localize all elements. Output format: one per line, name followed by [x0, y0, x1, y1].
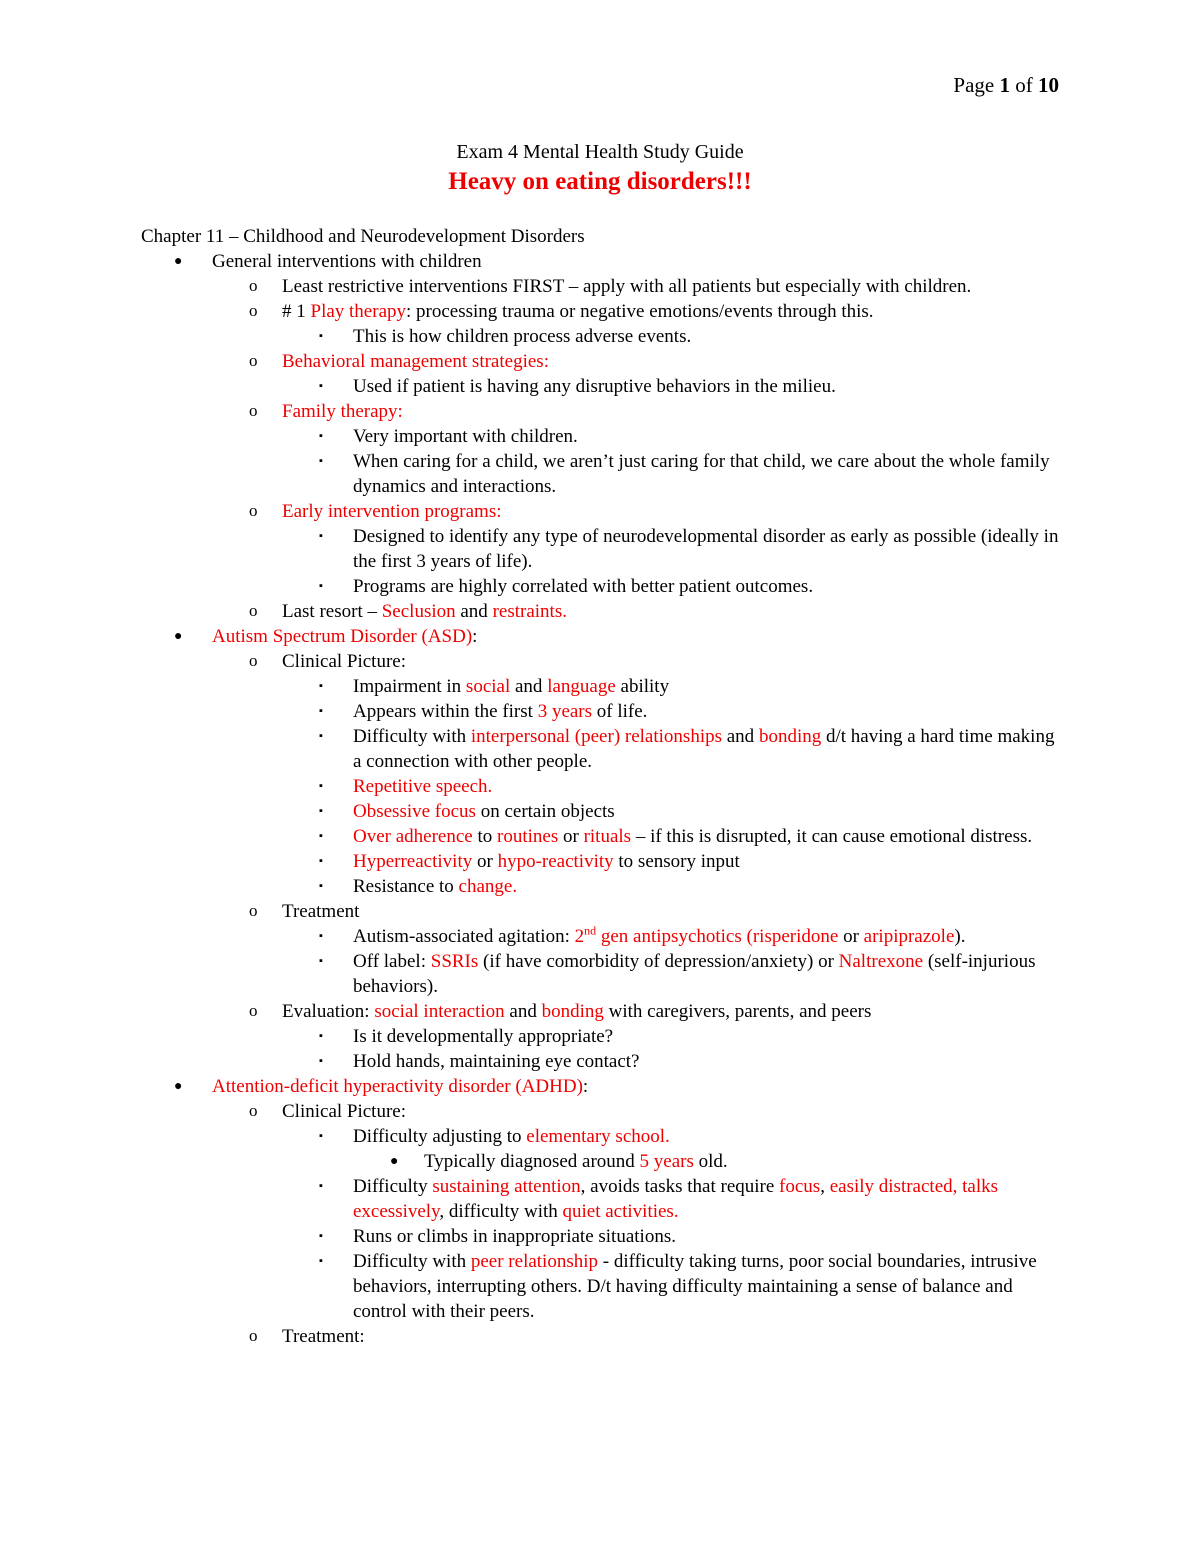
page-total: 10 [1038, 73, 1059, 97]
highlighted-term: language [547, 676, 616, 697]
outline-item-level-3 [141, 924, 1061, 949]
text-segment: This is how children process adverse events. [353, 326, 692, 347]
highlighted-term: quiet activities. [562, 1201, 679, 1222]
highlighted-term: Attention-deficit hyperactivity disorder (ADHD) [212, 1076, 583, 1097]
outline-item-level-3 [141, 574, 1061, 599]
outline-item-level-2 [141, 599, 1061, 624]
text-segment: Typically diagnosed around [424, 1151, 640, 1172]
highlighted-term: interpersonal (peer) relationships [470, 726, 722, 747]
text-segment: – if this is disrupted, it can cause emotional distress. [631, 826, 1033, 847]
bullet-square-icon: ▪ [319, 1255, 323, 1267]
highlighted-term: risperidone [752, 926, 839, 947]
text-segment: , difficulty with [439, 1201, 563, 1222]
outline-item-level-2 [141, 1324, 1061, 1349]
text-segment: ). [954, 926, 966, 947]
bullet-square-icon: ▪ [319, 1055, 323, 1067]
outline-item-level-3 [141, 324, 1061, 349]
highlighted-term: change. [458, 876, 518, 897]
text-segment: : processing trauma or negative emotions/events through this. [406, 301, 874, 322]
outline-item-level-2 [141, 299, 1061, 324]
text-segment: Evaluation: [282, 1001, 375, 1022]
highlighted-term: rituals [583, 826, 632, 847]
text-segment: Last resort – [282, 601, 382, 622]
outline-item-level-3 [141, 874, 1061, 899]
outline-item-level-1 [141, 1074, 1061, 1099]
outline-item-level-3 [141, 1249, 1061, 1324]
highlighted-term: Early intervention programs: [282, 501, 502, 522]
highlighted-term: peer relationship [470, 1251, 599, 1272]
text-segment: Difficulty with [353, 726, 471, 747]
text-segment: (self-injurious behaviors). [353, 951, 1036, 997]
bullet-square-icon: ▪ [319, 680, 323, 692]
bullet-square-icon: ▪ [319, 730, 323, 742]
bullet-dot-icon: ● [174, 254, 183, 269]
highlighted-term: 2 [574, 926, 585, 947]
outline-item-level-1 [141, 249, 1061, 274]
bullet-square-icon: ▪ [319, 430, 323, 442]
highlighted-term: social [465, 676, 511, 697]
bullet-circle-icon: o [249, 901, 258, 920]
outline-item-level-3 [141, 799, 1061, 824]
bullet-square-icon: ▪ [319, 580, 323, 592]
text-segment: ability [615, 676, 670, 697]
text-segment: Designed to identify any type of neurodevelopmental disorder as early as possible (ideally in the first 3 years of life). [353, 526, 1059, 572]
outline-item-level-3 [141, 374, 1061, 399]
text-segment: : [582, 1076, 589, 1097]
bullet-circle-icon: o [249, 501, 258, 520]
text-segment: or [838, 926, 864, 947]
bullet-square-icon: ▪ [319, 780, 323, 792]
page-mid: of [1010, 73, 1038, 97]
text-segment: and [504, 1001, 542, 1022]
document-body [141, 224, 1061, 1349]
bullet-square-icon: ▪ [319, 830, 323, 842]
text-segment: Programs are highly correlated with better patient outcomes. [353, 576, 814, 597]
highlighted-term: hypo-reactivity [497, 851, 614, 872]
highlighted-term: : [543, 351, 549, 372]
outline-item-level-3 [141, 1024, 1061, 1049]
highlighted-term: 3 years [537, 701, 593, 722]
text-segment: to sensory input [613, 851, 740, 872]
bullet-circle-icon: o [249, 1326, 258, 1345]
text-segment: - difficulty taking turns, poor social boundaries, intrusive behaviors, interrupting others. D/t having difficulty maintaining a sense of balance and control with their peers. [353, 1251, 1037, 1322]
bullet-circle-icon: o [249, 601, 258, 620]
bullet-circle-icon: o [249, 1101, 258, 1120]
text-segment: Is it developmentally appropriate? [353, 1026, 614, 1047]
outline-item-level-3 [141, 424, 1061, 449]
bullet-dot-icon: ● [174, 629, 183, 644]
outline-list [141, 249, 1061, 1349]
bullet-dot-icon: ● [174, 1079, 183, 1094]
highlighted-term: restraints. [492, 601, 567, 622]
text-segment: When caring for a child, we aren’t just caring for that child, we care about the whole family dynamics and interactions. [353, 451, 1050, 497]
bullet-square-icon: ▪ [319, 1030, 323, 1042]
highlighted-term: Hyperreactivity [353, 851, 473, 872]
text-segment: Runs or climbs in inappropriate situations. [353, 1226, 676, 1247]
bullet-square-icon: ▪ [319, 1130, 323, 1142]
highlighted-term: Naltrexone [838, 951, 924, 972]
highlighted-term: Autism Spectrum Disorder (ASD) [212, 626, 473, 647]
bullet-circle-icon: o [249, 1001, 258, 1020]
bullet-circle-icon: o [249, 651, 258, 670]
outline-item-level-3 [141, 674, 1061, 699]
text-segment: Hold hands, maintaining eye contact? [353, 1051, 640, 1072]
outline-item-level-1 [141, 624, 1061, 649]
bullet-square-icon: ▪ [319, 880, 323, 892]
text-segment: , avoids tasks that require [580, 1176, 780, 1197]
bullet-square-icon: ▪ [319, 380, 323, 392]
outline-item-level-3 [141, 1174, 1061, 1224]
bullet-square-icon: ▪ [319, 455, 323, 467]
text-segment: Difficulty with [353, 1251, 471, 1272]
outline-item-level-3 [141, 774, 1061, 799]
bullet-circle-icon: o [249, 401, 258, 420]
outline-item-level-2 [141, 649, 1061, 674]
outline-item-level-3 [141, 449, 1061, 499]
bullet-circle-icon: o [249, 276, 258, 295]
text-segment: with caregivers, parents, and peers [603, 1001, 872, 1022]
bullet-square-icon: ▪ [319, 705, 323, 717]
text-segment: or [472, 851, 498, 872]
outline-item-level-3 [141, 1224, 1061, 1249]
outline-item-level-2 [141, 899, 1061, 924]
highlighted-term: social interaction [374, 1001, 505, 1022]
highlighted-term: SSRIs [430, 951, 479, 972]
highlighted-term: aripiprazole [863, 926, 955, 947]
text-segment: Treatment: [282, 1326, 365, 1347]
highlighted-term: Family therapy: [282, 401, 403, 422]
bullet-square-icon: ▪ [319, 1180, 323, 1192]
text-segment: Clinical Picture: [282, 1101, 407, 1122]
text-segment: Impairment in [353, 676, 466, 697]
highlighted-term: Repetitive speech. [353, 776, 493, 797]
text-segment: on certain objects [475, 801, 615, 822]
bullet-square-icon: ▪ [319, 955, 323, 967]
outline-item-level-2 [141, 1099, 1061, 1124]
text-segment: , [820, 1176, 830, 1197]
highlighted-term: elementary school. [526, 1126, 670, 1147]
text-segment: d/t having a hard time making a connection with other people. [353, 726, 1055, 772]
outline-item-level-2 [141, 499, 1061, 524]
outline-item-level-3 [141, 1049, 1061, 1074]
text-segment: to [472, 826, 498, 847]
page-current: 1 [999, 73, 1010, 97]
outline-item-level-3 [141, 699, 1061, 724]
text-segment: Appears within the first [353, 701, 538, 722]
bullet-circle-icon: o [249, 351, 258, 370]
highlighted-term: Over adherence [353, 826, 473, 847]
text-segment: Resistance to [353, 876, 459, 897]
bullet-square-icon: ▪ [319, 805, 323, 817]
text-segment: old. [693, 1151, 728, 1172]
highlighted-term: Obsessive focus [353, 801, 476, 822]
outline-item-level-3 [141, 849, 1061, 874]
text-segment: (if have comorbidity of depression/anxiety) or [478, 951, 839, 972]
chapter-heading: Chapter 11 – Childhood and Neurodevelopment Disorders [141, 226, 585, 247]
text-segment: : [472, 626, 478, 647]
outline-item-level-2 [141, 349, 1061, 374]
text-segment: Treatment [282, 901, 360, 922]
outline-item-level-2 [141, 274, 1061, 299]
bullet-circle-icon: o [249, 301, 258, 320]
text-segment: Autism-associated agitation: [353, 926, 575, 947]
text-segment: Used if patient is having any disruptive behaviors in the milieu. [353, 376, 836, 397]
outline-item-level-3 [141, 824, 1061, 849]
text-segment: Difficulty [353, 1176, 433, 1197]
outline-item-level-3 [141, 724, 1061, 774]
bullet-square-icon: ▪ [319, 1230, 323, 1242]
highlighted-term: gen antipsychotics ( [596, 926, 753, 947]
document-subtitle: Heavy on eating disorders!!! [448, 168, 752, 195]
highlighted-term: easily distracted, talks excessively [353, 1176, 999, 1222]
highlighted-term: bonding [758, 726, 822, 747]
text-segment: Least restrictive interventions FIRST – apply with all patients but especially with children. [282, 276, 972, 297]
bullet-dot-icon: ● [390, 1154, 399, 1169]
highlighted-term: sustaining attention [432, 1176, 581, 1197]
page-prefix: Page [953, 73, 1000, 97]
highlighted-term: nd [584, 923, 597, 938]
text-segment: and [510, 676, 548, 697]
bullet-square-icon: ▪ [319, 930, 323, 942]
highlighted-term: 5 years [639, 1151, 694, 1172]
text-segment: # 1 [282, 301, 311, 322]
outline-item-level-3 [141, 949, 1061, 999]
page-number [953, 73, 1059, 98]
outline-item-level-4 [141, 1149, 1061, 1174]
highlighted-term: routines [497, 826, 559, 847]
outline-item-level-2 [141, 999, 1061, 1024]
text-segment: and [722, 726, 759, 747]
text-segment: Very important with children. [353, 426, 578, 447]
bullet-square-icon: ▪ [319, 855, 323, 867]
bullet-square-icon: ▪ [319, 530, 323, 542]
highlighted-term: Play therapy [310, 301, 407, 322]
text-segment: or [558, 826, 584, 847]
outline-item-level-3 [141, 524, 1061, 574]
text-segment: and [455, 601, 493, 622]
outline-item-level-2 [141, 399, 1061, 424]
document-title: Exam 4 Mental Health Study Guide [456, 141, 744, 163]
bullet-square-icon: ▪ [319, 330, 323, 342]
outline-item-level-3 [141, 1124, 1061, 1149]
text-segment: General interventions with children [212, 251, 482, 272]
highlighted-term: Behavioral management strategies [282, 351, 544, 372]
highlighted-term: focus [779, 1176, 821, 1197]
highlighted-term: bonding [541, 1001, 604, 1022]
text-segment: of life. [592, 701, 648, 722]
text-segment: Off label: [353, 951, 431, 972]
text-segment: Clinical Picture: [282, 651, 407, 672]
highlighted-term: Seclusion [381, 601, 456, 622]
text-segment: Difficulty adjusting to [353, 1126, 527, 1147]
